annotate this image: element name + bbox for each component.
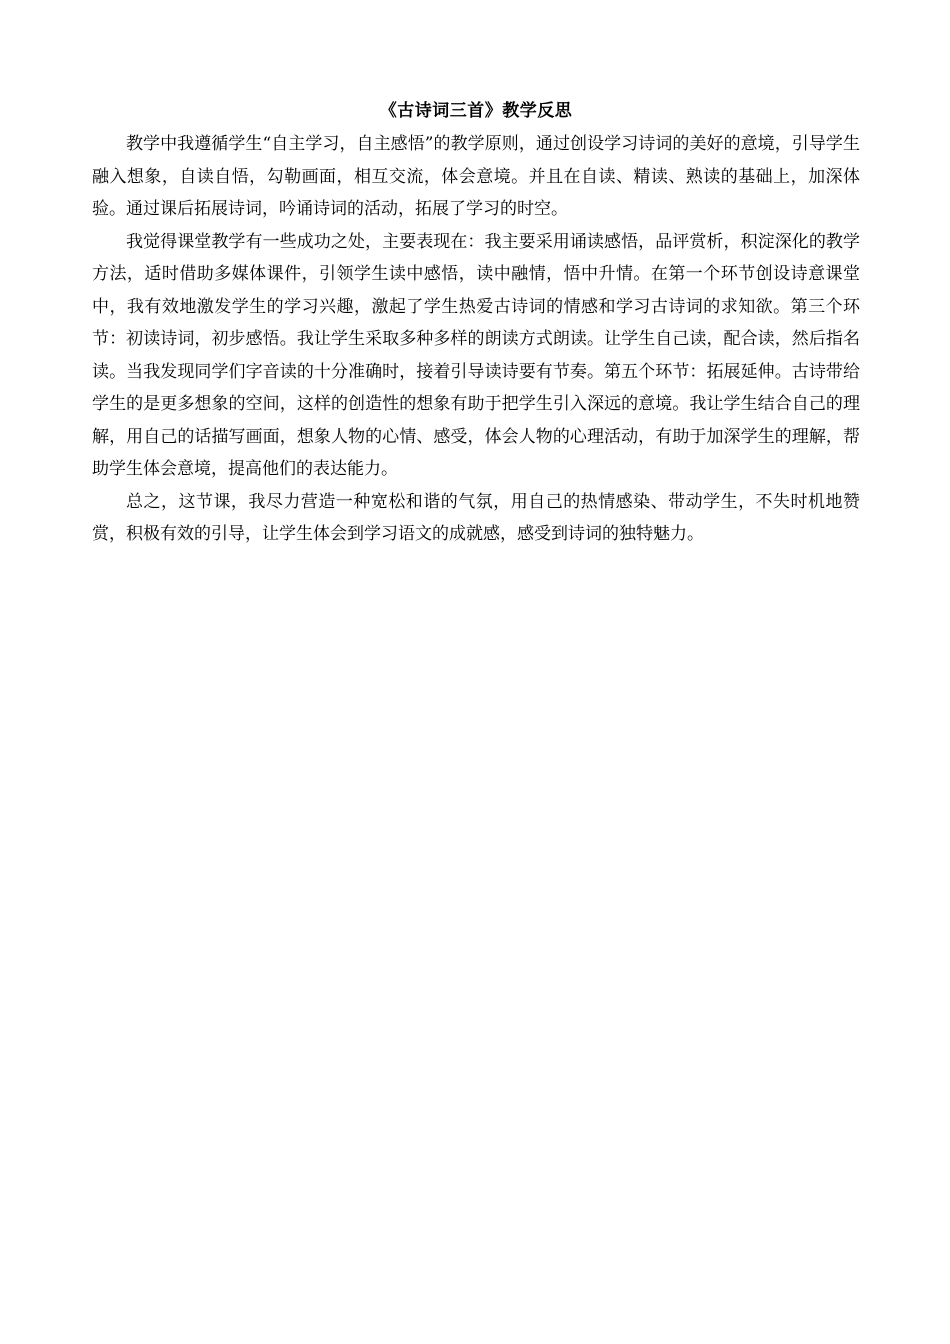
paragraph-success: 我觉得课堂教学有一些成功之处，主要表现在：我主要采用诵读感悟，品评赏析，积淀深化的教学方法，适时借助多媒体课件，引领学生读中感悟，读中融情，悟中升情。在第一个环节创设诗意课堂中，我有效地激发学生的学习兴趣，激起了学生热爱古诗词的情感和学习古诗词的求知欲。第三个环节：初读诗词，初步感悟。我让学生采取多种多样的朗读方式朗读。让学生自己读，配合读，然后指名读。当我发现同学们字音读的十分准确时，接着引导读诗要有节奏。第五个环节：拓展延伸。古诗带给学生的是更多想象的空间，这样的创造性的想象有助于把学生引入深远的意境。我让学生结合自己的理解，用自己的话描写画面，想象人物的心情、感受，体会人物的心理活动，有助于加深学生的理解，帮助学生体会意境，提高他们的表达能力。 [92, 231, 860, 479]
paragraph-intro: 教学中我遵循学生“自主学习，自主感悟”的教学原则，通过创设学习诗词的美好的意境，引导学生融入想象，自读自悟，勾勒画面，相互交流，体会意境。并且在自读、精读、熟读的基础上，加深体验。通过课后拓展诗词，吟诵诗词的活动，拓展了学习的时空。 [92, 134, 860, 219]
paragraph-summary: 总之，这节课，我尽力营造一种宽松和谐的气氛，用自己的热情感染、带动学生，不失时机地赞赏，积极有效的引导，让学生体会到学习语文的成就感，感受到诗词的独特魅力。 [92, 491, 860, 544]
document-page [92, 96, 860, 551]
document-title: 《古诗词三首》教学反思 [379, 101, 573, 121]
